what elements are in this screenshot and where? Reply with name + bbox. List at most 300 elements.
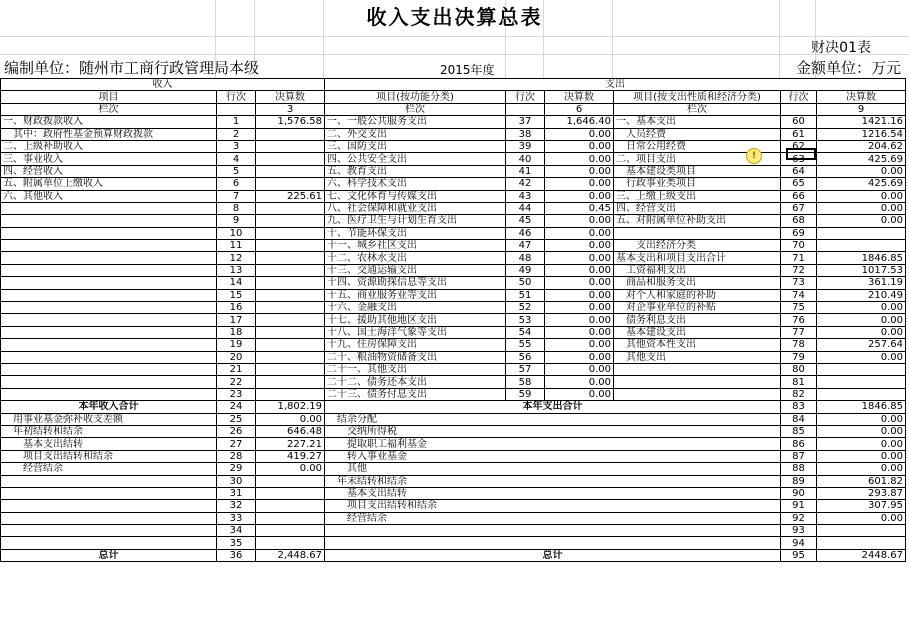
table-cell[interactable]: 六、其他收入 (1, 190, 217, 202)
table-cell[interactable] (256, 140, 325, 152)
table-cell[interactable]: 0.00 (545, 178, 614, 190)
table-cell[interactable]: 0.00 (545, 264, 614, 276)
table-cell[interactable]: 45 (506, 215, 545, 227)
table-cell[interactable]: 92 (781, 512, 817, 524)
column-header-row (1, 91, 906, 103)
table-cell[interactable] (256, 153, 325, 165)
table-cell[interactable]: 十四、资源勘探信息等支出 (325, 277, 506, 289)
table-cell[interactable] (817, 376, 906, 388)
table-cell[interactable]: 4 (217, 153, 256, 165)
table-cell[interactable]: 601.82 (817, 475, 906, 487)
table-cell[interactable]: 55 (506, 339, 545, 351)
table-row (1, 413, 906, 425)
table-cell[interactable]: 三、上缴上级支出 (614, 190, 781, 202)
table-cell[interactable]: 基本支出结转 (1, 438, 217, 450)
table-cell[interactable] (1, 351, 217, 363)
table-cell[interactable]: 基本建设支出 (614, 326, 781, 338)
table-cell[interactable]: 其他 (325, 463, 781, 475)
table-cell[interactable]: 九、医疗卫生与计划生育支出 (325, 215, 506, 227)
table-cell[interactable]: 90 (781, 487, 817, 499)
table-cell[interactable]: 47 (506, 240, 545, 252)
table-cell[interactable]: 日常公用经费 (614, 140, 781, 152)
table-cell[interactable]: 56 (506, 351, 545, 363)
table-cell[interactable]: 49 (506, 264, 545, 276)
table-cell[interactable]: 四、经营收入 (1, 165, 217, 177)
table-cell[interactable]: 22 (217, 376, 256, 388)
table-cell[interactable]: 13 (217, 264, 256, 276)
selected-cell[interactable] (786, 148, 816, 160)
grand-total-amount-in[interactable]: 2,448.67 (256, 549, 325, 561)
table-cell[interactable]: 59 (506, 388, 545, 400)
table-cell[interactable] (256, 475, 325, 487)
table-cell[interactable]: 十六、金融支出 (325, 302, 506, 314)
table-cell[interactable]: 0.00 (545, 376, 614, 388)
table-cell[interactable]: 0.00 (256, 413, 325, 425)
table-cell[interactable] (325, 537, 781, 549)
econ-item-header: 项目(按支出性质和经济分类) (614, 91, 781, 103)
table-cell[interactable]: 48 (506, 252, 545, 264)
table-cell[interactable]: 七、文化体育与传媒支出 (325, 190, 506, 202)
table-cell[interactable]: 基本支出结转 (325, 487, 781, 499)
table-cell[interactable] (256, 264, 325, 276)
table-cell[interactable]: 37 (506, 116, 545, 128)
table-cell[interactable] (1, 363, 217, 375)
table-cell[interactable]: 0.00 (817, 413, 906, 425)
table-cell[interactable]: 0.00 (545, 190, 614, 202)
table-cell[interactable]: 14 (217, 277, 256, 289)
table-cell[interactable] (1, 202, 217, 214)
table-cell[interactable]: 8 (217, 202, 256, 214)
table-cell[interactable] (256, 525, 325, 537)
table-cell[interactable] (1, 376, 217, 388)
table-cell[interactable]: 25 (217, 413, 256, 425)
table-cell[interactable]: 65 (781, 178, 817, 190)
table-cell[interactable]: 债务利息支出 (614, 314, 781, 326)
table-cell[interactable]: 1846.85 (817, 252, 906, 264)
table-cell[interactable]: 72 (781, 264, 817, 276)
table-cell[interactable]: 75 (781, 302, 817, 314)
table-cell[interactable]: 80 (781, 363, 817, 375)
table-cell[interactable]: 1 (217, 116, 256, 128)
table-cell[interactable] (1, 512, 217, 524)
table-cell[interactable]: 0.00 (545, 314, 614, 326)
table-cell[interactable]: 结余分配 (325, 413, 781, 425)
expense-total-amount[interactable]: 1846.85 (817, 401, 906, 413)
table-row (1, 128, 906, 140)
table-cell[interactable]: 人员经费 (614, 128, 781, 140)
table-cell[interactable]: 425.69 (817, 153, 906, 165)
table-cell[interactable]: 五、教育支出 (325, 165, 506, 177)
table-cell[interactable]: 94 (781, 537, 817, 549)
table-row (1, 500, 906, 512)
table-cell[interactable]: 361.19 (817, 277, 906, 289)
table-cell[interactable]: 0.00 (545, 227, 614, 239)
table-cell[interactable]: 73 (781, 277, 817, 289)
table-cell[interactable]: 八、社会保障和就业支出 (325, 202, 506, 214)
table-cell[interactable]: 10 (217, 227, 256, 239)
table-cell[interactable]: 三、事业收入 (1, 153, 217, 165)
table-cell[interactable]: 78 (781, 339, 817, 351)
table-cell[interactable]: 33 (217, 512, 256, 524)
table-cell[interactable] (256, 240, 325, 252)
table-cell[interactable]: 一、财政拨款收入 (1, 116, 217, 128)
table-cell[interactable]: 225.61 (256, 190, 325, 202)
table-cell[interactable]: 1,576.58 (256, 116, 325, 128)
table-cell[interactable]: 39 (506, 140, 545, 152)
table-cell[interactable] (1, 240, 217, 252)
table-cell[interactable]: 0.00 (817, 438, 906, 450)
table-cell[interactable]: 64 (781, 165, 817, 177)
table-cell[interactable] (256, 326, 325, 338)
table-cell[interactable]: 16 (217, 302, 256, 314)
table-cell[interactable]: 30 (217, 475, 256, 487)
income-row-header: 行次 (217, 91, 256, 103)
table-cell[interactable] (1, 277, 217, 289)
table-cell[interactable]: 61 (781, 128, 817, 140)
table-cell[interactable] (614, 376, 781, 388)
table-cell[interactable] (1, 537, 217, 549)
table-cell[interactable] (1, 215, 217, 227)
table-cell[interactable]: 227.21 (256, 438, 325, 450)
income-total-row[interactable]: 24 (217, 401, 256, 413)
table-cell[interactable]: 0.00 (545, 165, 614, 177)
table-cell[interactable]: 0.00 (817, 202, 906, 214)
table-cell[interactable] (256, 202, 325, 214)
table-cell[interactable] (256, 487, 325, 499)
table-cell[interactable]: 0.00 (545, 153, 614, 165)
table-cell[interactable]: 27 (217, 438, 256, 450)
table-cell[interactable]: 0.00 (817, 165, 906, 177)
table-cell[interactable]: 0.00 (545, 128, 614, 140)
table-cell[interactable] (1, 314, 217, 326)
grand-total-amount-out[interactable]: 2448.67 (817, 549, 906, 561)
income-amount-header: 决算数 (256, 91, 325, 103)
table-cell[interactable]: 0.00 (545, 326, 614, 338)
table-cell[interactable] (256, 500, 325, 512)
table-cell[interactable]: 12 (217, 252, 256, 264)
table-cell[interactable]: 0.00 (545, 388, 614, 400)
table-cell[interactable] (1, 487, 217, 499)
table-cell[interactable]: 11 (217, 240, 256, 252)
table-cell[interactable] (325, 525, 781, 537)
table-cell[interactable] (256, 351, 325, 363)
table-cell[interactable] (614, 363, 781, 375)
table-cell[interactable]: 十一、城乡社区支出 (325, 240, 506, 252)
table-cell[interactable]: 交纳所得税 (325, 425, 781, 437)
table-cell[interactable] (256, 302, 325, 314)
table-cell[interactable] (256, 314, 325, 326)
table-cell[interactable]: 71 (781, 252, 817, 264)
table-cell[interactable]: 二十一、其他支出 (325, 363, 506, 375)
table-cell[interactable]: 41 (506, 165, 545, 177)
table-cell[interactable]: 2 (217, 128, 256, 140)
table-cell[interactable] (256, 376, 325, 388)
table-cell[interactable]: 0.00 (545, 351, 614, 363)
table-cell[interactable]: 0.00 (817, 215, 906, 227)
table-cell[interactable]: 67 (781, 202, 817, 214)
table-cell[interactable] (256, 537, 325, 549)
table-cell[interactable]: 十五、商业服务业等支出 (325, 289, 506, 301)
table-cell[interactable]: 0.00 (545, 252, 614, 264)
table-cell[interactable] (817, 537, 906, 549)
table-cell[interactable] (1, 500, 217, 512)
table-cell[interactable]: 60 (781, 116, 817, 128)
table-cell[interactable] (1, 326, 217, 338)
table-cell[interactable]: 基本建设类项目 (614, 165, 781, 177)
table-cell[interactable]: 年末结转和结余 (325, 475, 781, 487)
table-cell[interactable]: 1421.16 (817, 116, 906, 128)
table-cell[interactable]: 40 (506, 153, 545, 165)
table-cell[interactable]: 项目支出结转和结余 (1, 450, 217, 462)
table-cell[interactable]: 六、科学技术支出 (325, 178, 506, 190)
table-cell[interactable] (1, 264, 217, 276)
econ-amount-header: 决算数 (817, 91, 906, 103)
table-cell[interactable]: 53 (506, 314, 545, 326)
table-cell[interactable]: 0.00 (817, 512, 906, 524)
table-cell[interactable]: 0.00 (545, 240, 614, 252)
table-cell[interactable] (1, 525, 217, 537)
table-cell[interactable] (256, 277, 325, 289)
table-cell[interactable]: 二、上级补助收入 (1, 140, 217, 152)
table-cell[interactable]: 1216.54 (817, 128, 906, 140)
table-cell[interactable] (614, 227, 781, 239)
table-cell[interactable]: 68 (781, 215, 817, 227)
table-cell[interactable]: 五、附属单位上缴收入 (1, 178, 217, 190)
table-cell[interactable]: 1,646.40 (545, 116, 614, 128)
table-cell[interactable]: 0.00 (545, 289, 614, 301)
table-cell[interactable] (1, 388, 217, 400)
table-cell[interactable]: 工资福利支出 (614, 264, 781, 276)
table-cell[interactable]: 0.00 (817, 314, 906, 326)
table-cell[interactable] (256, 227, 325, 239)
table-cell[interactable]: 31 (217, 487, 256, 499)
table-row (1, 314, 906, 326)
table-cell[interactable]: 28 (217, 450, 256, 462)
table-cell[interactable]: 0.00 (545, 215, 614, 227)
table-cell[interactable]: 84 (781, 413, 817, 425)
table-cell[interactable]: 对企事业单位的补贴 (614, 302, 781, 314)
table-cell[interactable]: 十、节能环保支出 (325, 227, 506, 239)
table-cell[interactable]: 293.87 (817, 487, 906, 499)
table-cell[interactable] (614, 388, 781, 400)
table-cell[interactable]: 四、公共安全支出 (325, 153, 506, 165)
table-cell[interactable]: 提取职工福利基金 (325, 438, 781, 450)
table-cell[interactable]: 66 (781, 190, 817, 202)
table-cell[interactable]: 43 (506, 190, 545, 202)
table-cell[interactable] (1, 227, 217, 239)
table-cell[interactable]: 15 (217, 289, 256, 301)
table-cell[interactable]: 五、对附属单位补助支出 (614, 215, 781, 227)
table-cell[interactable]: 用事业基金弥补收支差额 (1, 413, 217, 425)
table-cell[interactable]: 二、外交支出 (325, 128, 506, 140)
table-cell[interactable]: 十八、国土海洋气象等支出 (325, 326, 506, 338)
table-cell[interactable]: 44 (506, 202, 545, 214)
table-cell[interactable] (817, 363, 906, 375)
table-cell[interactable]: 其中：政府性基金预算财政拨款 (1, 128, 217, 140)
table-cell[interactable]: 58 (506, 376, 545, 388)
grand-total-label[interactable]: 总计 (1, 549, 217, 561)
table-cell[interactable] (817, 240, 906, 252)
table-cell[interactable]: 210.49 (817, 289, 906, 301)
table-cell[interactable] (1, 302, 217, 314)
table-cell[interactable]: 87 (781, 450, 817, 462)
table-cell[interactable]: 6 (217, 178, 256, 190)
table-cell[interactable]: 其他支出 (614, 351, 781, 363)
table-cell[interactable]: 一、一般公共服务支出 (325, 116, 506, 128)
table-cell[interactable]: 十三、交通运输支出 (325, 264, 506, 276)
table-cell[interactable]: 经营结余 (325, 512, 781, 524)
table-cell[interactable]: 46 (506, 227, 545, 239)
table-cell[interactable]: 79 (781, 351, 817, 363)
table-cell[interactable]: 3 (217, 140, 256, 152)
table-cell[interactable] (256, 512, 325, 524)
table-cell[interactable]: 77 (781, 326, 817, 338)
table-cell[interactable]: 商品和服务支出 (614, 277, 781, 289)
table-cell[interactable]: 0.00 (817, 425, 906, 437)
table-cell[interactable]: 307.95 (817, 500, 906, 512)
table-cell[interactable] (1, 339, 217, 351)
table-cell[interactable] (1, 475, 217, 487)
table-cell[interactable]: 88 (781, 463, 817, 475)
table-cell[interactable]: 32 (217, 500, 256, 512)
warning-icon[interactable]: ! (746, 148, 762, 164)
table-cell[interactable]: 42 (506, 178, 545, 190)
table-cell[interactable]: 82 (781, 388, 817, 400)
table-cell[interactable]: 18 (217, 326, 256, 338)
table-cell[interactable] (256, 252, 325, 264)
table-cell[interactable]: 86 (781, 438, 817, 450)
table-cell[interactable]: 十七、援助其他地区支出 (325, 314, 506, 326)
table-cell[interactable]: 1017.53 (817, 264, 906, 276)
table-cell[interactable]: 项目支出结转和结余 (325, 500, 781, 512)
table-cell[interactable]: 26 (217, 425, 256, 437)
table-cell[interactable]: 0.00 (545, 363, 614, 375)
table-cell[interactable]: 基本支出和项目支出合计 (614, 252, 781, 264)
table-cell[interactable]: 63 (781, 153, 817, 165)
table-cell[interactable]: 0.00 (545, 302, 614, 314)
table-cell[interactable]: 年初结转和结余 (1, 425, 217, 437)
table-cell[interactable] (256, 215, 325, 227)
report-title: 收入支出决算总表 (366, 5, 543, 29)
table-cell[interactable]: 其他资本性支出 (614, 339, 781, 351)
table-cell[interactable]: 四、经营支出 (614, 202, 781, 214)
table-cell[interactable] (256, 178, 325, 190)
table-cell[interactable]: 行政事业类项目 (614, 178, 781, 190)
table-cell[interactable]: 0.00 (545, 339, 614, 351)
table-cell[interactable] (817, 525, 906, 537)
table-cell[interactable]: 69 (781, 227, 817, 239)
section-header-row (1, 79, 906, 91)
table-cell[interactable]: 0.00 (817, 351, 906, 363)
table-cell[interactable]: 17 (217, 314, 256, 326)
table-cell[interactable]: 62 (781, 140, 817, 152)
table-cell[interactable]: 21 (217, 363, 256, 375)
table-cell[interactable]: 0.00 (817, 463, 906, 475)
table-cell[interactable]: 20 (217, 351, 256, 363)
table-cell[interactable] (1, 252, 217, 264)
expense-total-row[interactable]: 83 (781, 401, 817, 413)
table-cell[interactable]: 76 (781, 314, 817, 326)
table-cell[interactable] (256, 363, 325, 375)
table-cell[interactable]: 81 (781, 376, 817, 388)
table-cell[interactable]: 29 (217, 463, 256, 475)
grand-total-row-in[interactable]: 36 (217, 549, 256, 561)
table-cell[interactable]: 57 (506, 363, 545, 375)
table-cell[interactable]: 74 (781, 289, 817, 301)
table-cell[interactable]: 支出经济分类 (614, 240, 781, 252)
table-cell[interactable] (1, 289, 217, 301)
table-cell[interactable]: 38 (506, 128, 545, 140)
table-cell[interactable]: 9 (217, 215, 256, 227)
table-cell[interactable]: 一、基本支出 (614, 116, 781, 128)
table-cell[interactable] (817, 227, 906, 239)
table-cell[interactable]: 对个人和家庭的补助 (614, 289, 781, 301)
table-cell[interactable]: 7 (217, 190, 256, 202)
table-row (1, 140, 906, 152)
table-cell[interactable]: 91 (781, 500, 817, 512)
table-cell[interactable] (256, 165, 325, 177)
table-cell[interactable]: 19 (217, 339, 256, 351)
table-cell[interactable]: 0.00 (817, 302, 906, 314)
table-cell[interactable]: 十九、住房保障支出 (325, 339, 506, 351)
table-cell[interactable] (256, 339, 325, 351)
table-cell[interactable] (256, 388, 325, 400)
table-cell[interactable]: 93 (781, 525, 817, 537)
table-cell[interactable] (256, 289, 325, 301)
table-cell[interactable]: 0.00 (817, 190, 906, 202)
table-cell[interactable]: 二十三、债务付息支出 (325, 388, 506, 400)
table-cell[interactable]: 23 (217, 388, 256, 400)
table-cell[interactable]: 257.64 (817, 339, 906, 351)
table-cell[interactable]: 0.45 (545, 202, 614, 214)
table-cell[interactable]: 70 (781, 240, 817, 252)
table-cell[interactable]: 经营结余 (1, 463, 217, 475)
table-cell[interactable]: 52 (506, 302, 545, 314)
table-cell[interactable]: 十二、农林水支出 (325, 252, 506, 264)
table-cell[interactable]: 三、国防支出 (325, 140, 506, 152)
table-cell[interactable]: 54 (506, 326, 545, 338)
grand-total-row-out[interactable]: 95 (781, 549, 817, 561)
table-cell[interactable]: 0.00 (545, 140, 614, 152)
table-cell[interactable]: 204.62 (817, 140, 906, 152)
table-cell[interactable]: 0.00 (256, 463, 325, 475)
table-cell[interactable]: 二、项目支出 (614, 153, 781, 165)
expense-total-label[interactable]: 本年支出合计 (325, 401, 781, 413)
table-cell[interactable]: 0.00 (817, 326, 906, 338)
table-cell[interactable]: 85 (781, 425, 817, 437)
table-cell[interactable]: 0.00 (545, 277, 614, 289)
table-row (1, 264, 906, 276)
table-cell[interactable]: 0.00 (817, 450, 906, 462)
table-cell[interactable]: 35 (217, 537, 256, 549)
table-cell[interactable]: 二十二、债务还本支出 (325, 376, 506, 388)
income-total-label[interactable]: 本年收入合计 (1, 401, 217, 413)
table-cell[interactable]: 419.27 (256, 450, 325, 462)
table-cell[interactable]: 二十、粮油物资储备支出 (325, 351, 506, 363)
table-cell[interactable] (256, 128, 325, 140)
table-cell[interactable]: 89 (781, 475, 817, 487)
table-cell[interactable]: 5 (217, 165, 256, 177)
income-total-amount[interactable]: 1,802.19 (256, 401, 325, 413)
table-cell[interactable] (817, 388, 906, 400)
table-cell[interactable]: 34 (217, 525, 256, 537)
grand-total-label-out[interactable]: 总计 (325, 549, 781, 561)
table-cell[interactable]: 50 (506, 277, 545, 289)
table-cell[interactable]: 51 (506, 289, 545, 301)
table-cell[interactable]: 转入事业基金 (325, 450, 781, 462)
table-cell[interactable]: 425.69 (817, 178, 906, 190)
table-cell[interactable]: 646.48 (256, 425, 325, 437)
